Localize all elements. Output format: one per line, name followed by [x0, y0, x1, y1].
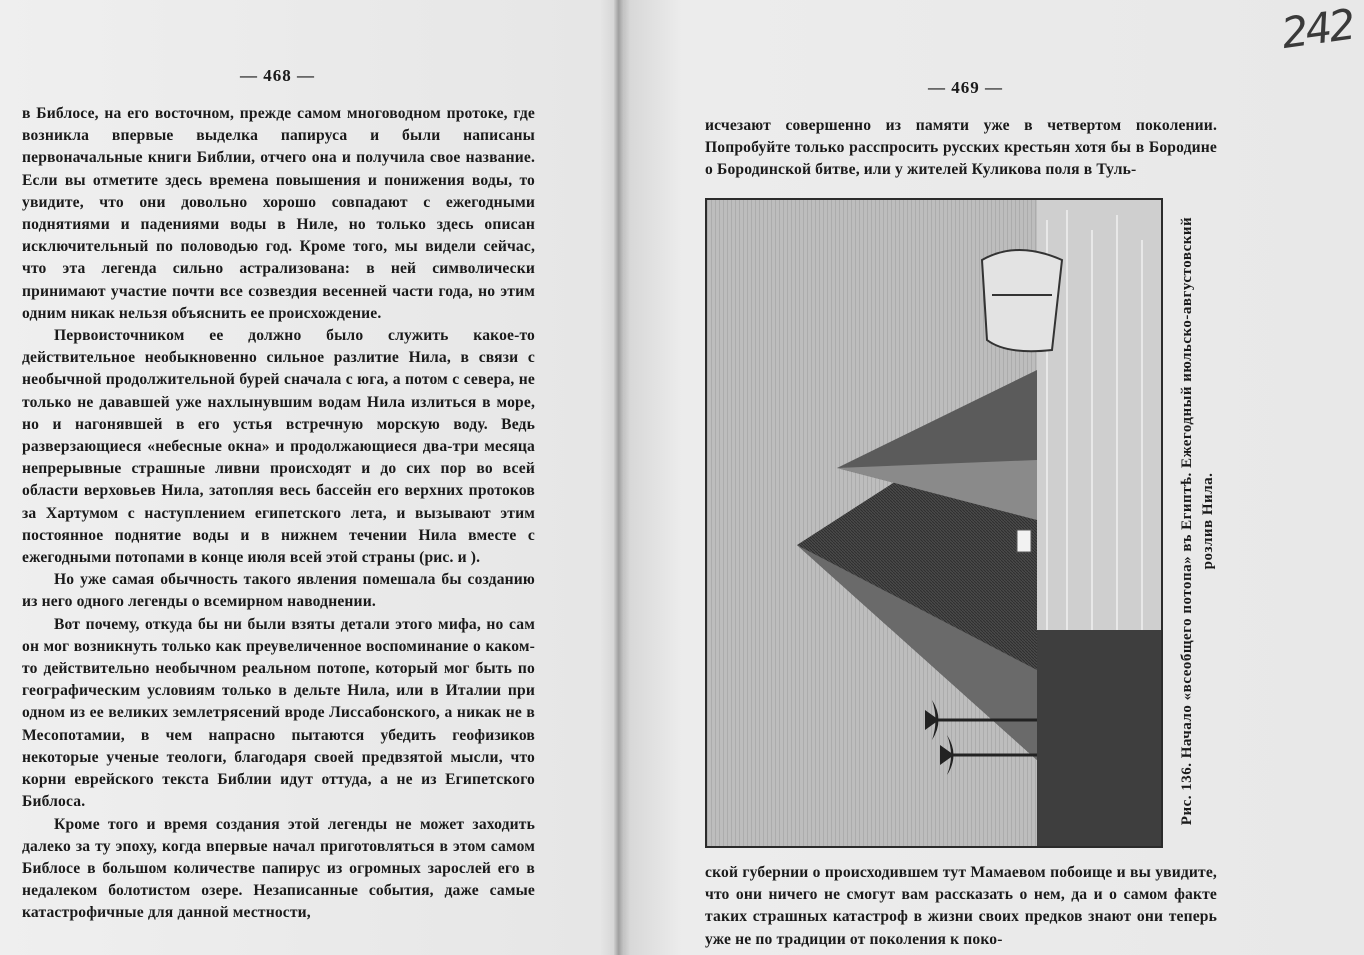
left-paragraph-1: в Библосе, на его восточном, прежде самом многоводном протоке, где возникла впервые выделка папируса и были написаны первоначальные книги Библии, отчего она и получила свое название. Если вы отметите здесь времена повышения и понижения воды, то увидите, что они довольно хорошо совпадают с ежегодными поднятиями и падениями воды в Ниле, но только здесь описан исключительный по половодью год. Кроме того, мы видели сейчас, что эта легенда сильно астрализована: в ней символически принимают участие почти все созвездия весенней части года, но этим одним никак нельзя объяснить ее происхождение. — [22, 105, 535, 322]
right-page-top-text: исчезают совершенно из памяти уже в четвертом поколении. Попробуйте только расспросить русских крестьян хотя бы в Бородине о Бородинской битве, или у жителей Куликова поля в Туль- — [705, 117, 1217, 179]
left-paragraph-4: Вот почему, откуда бы ни были взяты детали этого мифа, но сам он мог возникнуть только как преувеличенное воспоминание о каком-то действительно необычном реальном потопе, который мог быть по географическим условиям только в дельте Нила, или в Италии при одном из ее великих землетрясений вроде Лиссабонского, а никак не в Месопотамии, в чем напрасно пытаются убедить геофизиков некоторые ученые теологи, благодаря своей предвзятой мысли, что корни еврейского текста Библии идут оттуда, а не из Египетского Библоса. — [22, 615, 535, 811]
left-paragraph-2: Первоисточником ее должно было служить какое-то действительное необыкновенно сильное разлитие Нила, в связи с необычной продолжительной бурей сначала с юга, а потом с севера, не только не дававшей уже нахлынувшим водам Нила излиться в море, но и нагонявшей в его устья встречную морскую воду. Ведь разверзающиеся «небесные окна» и продолжающиеся два-три месяца непрерывные страшные ливни происходят и до сих пор во всей области верховьев Нила, затопляя весь бассейн его верхних протоков за Хартумом с наступлением египетского лета, и вызывают этим постоянное поднятие воды и в нижнем течении Нила вместе с ежегодными потопами в конце июля всей этой страны (рис. и ). — [22, 327, 535, 567]
right-page-bottom-text: ской губернии о происходившем тут Мамаевом побоище и вы увидите, что они ничего не смогут вам рассказать о нем, да и о самом факте таких страшных катастроф в жизни своих предков знают они теперь уже не по традиции от поколения к поко- — [705, 864, 1217, 948]
figure-caption-text — [1177, 201, 1219, 841]
left-paragraph-3: Но уже самая обычность такого явления помешала бы созданию из него одного легенды о всемирном наводнении. — [22, 571, 535, 611]
flood-illustration — [705, 198, 1163, 848]
pyramids-flood-engraving — [707, 200, 1161, 846]
figure-caption-line-1: Рис. 136. Начало «всеобщего потопа» въ Египтѣ. Ежегодный июльско-августовский — [1179, 216, 1195, 826]
left-page-number: — 468 — — [240, 66, 315, 85]
book-gutter — [614, 0, 624, 955]
right-page-number: — 469 — — [928, 78, 1003, 97]
archive-stamp: 242 — [1278, 0, 1356, 59]
left-paragraph-5: Кроме того и время создания этой легенды не может заходить далеко за ту эпоху, когда впервые начал приготовляться в этом самом Библосе в большом количестве папирус из огромных зарослей его в недалеком болотистом озере. Незаписанные события, даже самые катастрофичные для данной местности, — [22, 815, 535, 922]
figure-caption-line-2: розлив Нила. — [1200, 472, 1216, 570]
figure-caption — [1168, 198, 1228, 844]
left-page-body — [22, 103, 535, 925]
